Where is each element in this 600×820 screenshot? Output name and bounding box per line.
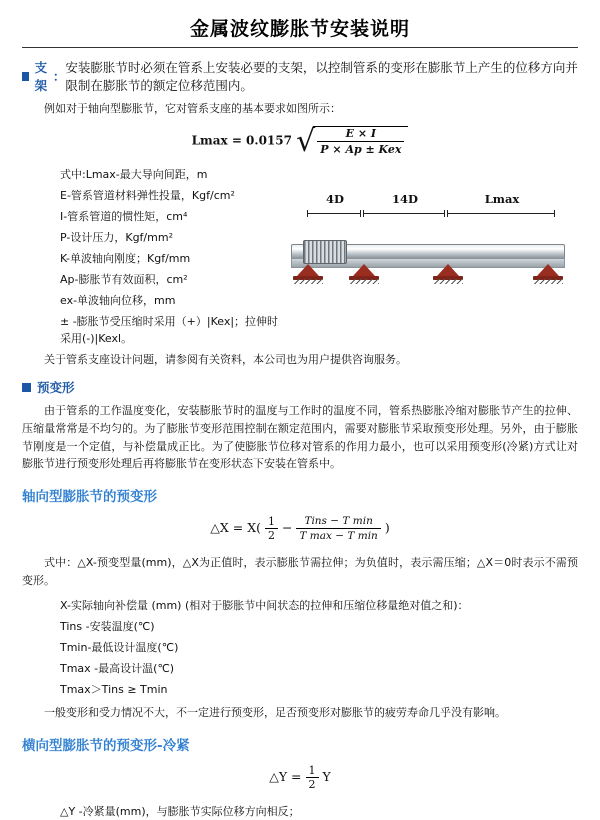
axial-formula-fraction [296,515,380,542]
legend-item: ± -膨胀节受压缩时采用（+）|Kex|；拉伸时采用(-)|Kexl。 [60,315,279,346]
axial-term: X-实际轴向补偿量 (mm) (相对于膨胀节中间状态的拉伸和压缩位移量绝对值之和)： [60,598,469,612]
axial-formula-rhs: ) [384,520,390,536]
document-page [0,14,600,818]
pipe-support [293,263,323,280]
axial-term: Tmin-最低设计温度(℃) [60,641,179,655]
support-triangle-icon [537,264,559,276]
dim-segment-lmax [447,213,555,214]
figure-label-4d: 4D [326,191,344,206]
pipe-assembly [287,222,569,284]
figure-column [287,166,578,302]
legend-item: 式中:Lmax-最大导向间距，m [60,167,208,181]
axial-formula-minus: − [281,520,293,536]
support-triangle-icon [353,264,375,276]
section-heading-predeform [22,378,578,396]
expansion-joint-diagram [287,192,569,302]
axial-note1: 式中：△X-预变型量(mm)，△X为正值时，表示膨胀节需拉伸；为负值时，表示需压缩；△X＝0时表示不需预变形。 [22,556,578,588]
blue-square-bullet-icon [22,383,31,392]
axial-term: Tins -安装温度(℃) [60,619,155,633]
half-denominator: 2 [268,529,275,543]
sqrt-group [296,123,408,159]
axial-fraction-numerator: Tins − T min [296,515,380,529]
lmax-formula-lhs: Lmax = 0.0157 [191,133,292,148]
pipe-support [433,263,463,280]
support-hatching [533,279,563,284]
predeform-para1: 由于管系的工作温度变化，安装膨胀节时的温度与工作时的温度不同，管系热膨胀冷缩对膨胀节产生的拉伸、压缩量常常是不均匀的。为了膨胀节变形范围控制在额定范围内，需要对膨胀节采取预变形处理。另外，由于膨胀节刚度是一个定值，与补偿量成正比。为了使膨胀节位移对管系的作用力最小，也可以采用预变形(冷紧)方式让对膨胀节进行预变形处理后再将膨胀节在变形状态下安装在管系中。 [22,404,578,471]
figure-dimension-lines [307,208,569,218]
lmax-fraction-numerator: E × I [317,127,404,142]
axial-predeform-formula [22,515,578,542]
figure-label-14d: 14D [392,191,418,206]
lateral-note: △Y -冷紧量(mm)，与膨胀节实际位移方向相反； [60,804,300,818]
axial-term: Tmax -最高设计温(℃) [60,662,175,676]
dim-segment-4d [307,213,361,214]
support-hatching [349,279,379,284]
support-triangle-icon [297,264,319,276]
lateral-formula-half [306,764,319,791]
page-title: 金属波纹膨胀节安装说明 [189,18,410,40]
subsection-heading-lateral: 横向型膨胀节的预变形-冷紧 [22,737,190,754]
blue-square-bullet-icon [22,72,29,81]
bracket-para3: 关于管系支座设计问题，请参阅有关资料，本公司也为用户提供咨询服务。 [44,353,407,367]
pipe-support [533,263,563,280]
axial-formula-lhs: △X = X( [210,520,262,536]
support-hatching [433,279,463,284]
pipe-support [349,263,379,280]
lmax-formula [22,123,578,159]
lateral-formula-rhs: Y [322,768,331,784]
subsection-heading-axial: 轴向型膨胀节的预变形 [22,489,157,506]
half-denominator: 2 [308,777,316,791]
legend-item: ex-单波轴向位移，mm [60,294,176,308]
axial-note2: 一般变形和受力情况不大，不一定进行预变形，足否预变形对膨胀节的疲劳寿命几乎没有影响。 [44,706,506,720]
lmax-fraction-denominator: P × Ap ± Kex [320,142,402,156]
legend-list [22,166,287,351]
axial-term: Tmax＞Tins ≥ Tmin [60,683,168,697]
legend-item: Ap-膨胀节有效面积，cm² [60,273,188,287]
title-divider [22,47,578,48]
legend-item: P-设计压力，Kgf/mm² [60,230,173,244]
dim-segment-14d [363,213,445,214]
bracket-para1: 安装膨胀节时必须在管系上安装必要的支架，以控制管系的变形在膨胀节上产生的位移方向并限制在膨胀节的额定位移范围内。 [65,60,578,93]
bellows-icon [303,240,347,264]
lmax-formula-inner [191,123,409,159]
bracket-para2: 例如对于轴向型膨胀节，它对管系支座的基本要求如图所示： [44,102,341,115]
support-hatching [293,279,323,284]
half-numerator: 1 [265,515,278,529]
axial-formula-half [265,515,278,542]
section-heading-bracket [22,58,578,94]
legend-and-figure [22,166,578,351]
figure-label-lmax: Lmax [484,191,520,206]
legend-item: I-管系管道的惯性矩，cm⁴ [60,209,188,223]
lateral-formula-lhs: △Y = [269,768,302,784]
half-numerator: 1 [306,764,319,778]
lateral-predeform-formula [22,764,578,791]
radical-icon: √ [296,123,316,159]
axial-fraction-denominator: T max − T min [299,530,378,543]
legend-item: E-管系管道材料弹性投量，Kgf/cm² [60,188,235,202]
lmax-fraction [313,126,408,156]
section-heading-predeform-label: 预变形 [37,380,75,396]
section-heading-bracket-label: 支架 [34,60,48,93]
support-triangle-icon [437,264,459,276]
figure-dimension-labels [287,192,569,206]
heading-colon: ： [52,69,66,84]
legend-item: K-单波轴向刚度；Kgf/mm [60,252,191,265]
